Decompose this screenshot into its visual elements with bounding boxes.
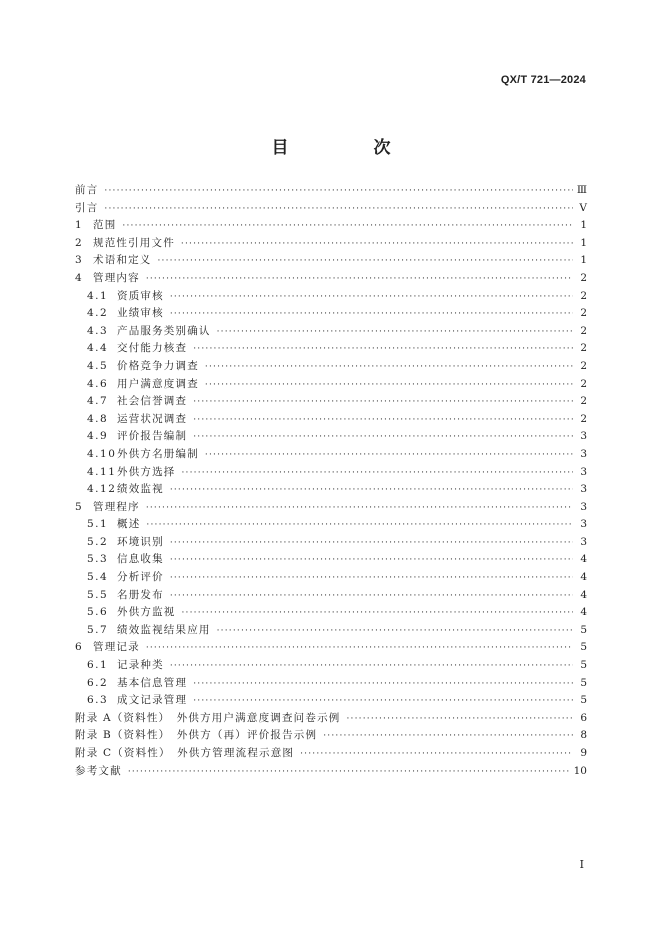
toc-entry-label: 外供方选择	[117, 465, 176, 478]
toc-dot-leader	[170, 591, 573, 601]
toc-entry-page: 1	[580, 254, 587, 267]
toc-dot-leader	[193, 679, 573, 689]
toc-entry[interactable]	[75, 270, 587, 288]
toc-entry-page: 10	[573, 764, 587, 777]
toc-entry[interactable]	[75, 622, 587, 640]
toc-dot-leader	[146, 503, 573, 513]
toc-entry-number: 4.4	[87, 342, 109, 355]
toc-entry[interactable]	[75, 499, 587, 517]
toc-dot-leader	[300, 749, 573, 759]
toc-entry-number: 4.8	[87, 412, 109, 425]
toc-entry-label: 管理内容	[93, 271, 140, 284]
toc-entry-label: 附录 B（资料性） 外供方（再）评价报告示例	[75, 729, 318, 742]
toc-entry-number: 2	[75, 236, 82, 249]
toc-entry[interactable]	[75, 639, 587, 657]
toc-entry-page: 1	[580, 236, 587, 249]
toc-entry[interactable]	[75, 235, 587, 253]
toc-entry[interactable]	[75, 587, 587, 605]
toc-entry-page: 1	[580, 219, 587, 232]
toc-entry-number: 5.2	[87, 535, 109, 548]
toc-dot-leader	[146, 520, 573, 530]
toc-entry-number: 5.3	[87, 553, 109, 566]
toc-entry-label: 绩效监视	[117, 483, 164, 496]
toc-dot-leader	[128, 767, 570, 777]
toc-entry-number: 4.10	[87, 447, 117, 460]
toc-dot-leader	[104, 204, 573, 214]
toc-entry-page: 3	[580, 465, 587, 478]
toc-entry-label: 交付能力核查	[117, 342, 188, 355]
toc-entry-label: 外供方监视	[117, 606, 176, 619]
toc-entry[interactable]	[75, 288, 587, 306]
toc-entry[interactable]	[75, 675, 587, 693]
toc-entry[interactable]	[75, 217, 587, 235]
toc-entry[interactable]	[75, 340, 587, 358]
toc-dot-leader	[205, 362, 573, 372]
toc-entry-label: 业绩审核	[117, 307, 164, 320]
toc-entry-label: 规范性引用文件	[93, 236, 175, 249]
toc-dot-leader	[217, 626, 573, 636]
toc-entry-number: 4.5	[87, 359, 109, 372]
toc-entry-number: 4.2	[87, 307, 109, 320]
toc-entry[interactable]	[75, 551, 587, 569]
toc-dot-leader	[146, 274, 573, 284]
toc-dot-leader	[170, 661, 573, 671]
toc-dot-leader	[170, 485, 573, 495]
toc-entry-number: 1	[75, 219, 82, 232]
page-number: Ⅰ	[579, 858, 584, 871]
toc-dot-leader	[205, 450, 573, 460]
toc-entry-label: 外供方名册编制	[117, 447, 199, 460]
toc-entry[interactable]	[75, 393, 587, 411]
toc-entry[interactable]	[75, 464, 587, 482]
toc-entry-page: 2	[580, 289, 587, 302]
toc-dot-leader	[170, 292, 573, 302]
toc-entry-label: 评价报告编制	[117, 430, 188, 443]
toc-entry-page: 8	[580, 729, 587, 742]
toc-entry-number: 4.11	[87, 465, 117, 478]
toc-entry-page: 3	[580, 500, 587, 513]
toc-entry-number: 4.6	[87, 377, 109, 390]
toc-dot-leader	[182, 468, 574, 478]
toc-entry[interactable]	[75, 252, 587, 270]
toc-entry-page: 5	[580, 659, 587, 672]
toc-entry-label: 绩效监视结果应用	[117, 623, 211, 636]
toc-entry-number: 5.1	[87, 518, 109, 531]
toc-dot-leader	[193, 415, 573, 425]
toc-entry-page: 6	[580, 711, 587, 724]
toc-entry-page: 2	[580, 307, 587, 320]
toc-entry[interactable]	[75, 692, 587, 710]
toc-entry-number: 6	[75, 641, 82, 654]
toc-entry-label: 范围	[93, 219, 117, 232]
toc-dot-leader	[193, 696, 573, 706]
toc-entry-label: 管理程序	[93, 500, 140, 513]
toc-entry[interactable]	[75, 358, 587, 376]
toc-entry-label: 管理记录	[93, 641, 140, 654]
toc-dot-leader	[170, 573, 573, 583]
toc-entry-number: 4.7	[87, 395, 109, 408]
toc-entry-page: 2	[580, 271, 587, 284]
toc-entry-page: Ⅴ	[579, 201, 587, 214]
toc-entry-label: 资质审核	[117, 289, 164, 302]
toc-entry[interactable]	[75, 516, 587, 534]
toc-entry[interactable]	[75, 411, 587, 429]
toc-entry-number: 6.3	[87, 694, 109, 707]
toc-entry-number: 4.1	[87, 289, 109, 302]
toc-entry-label: 引言	[75, 201, 99, 214]
toc-entry-number: 5	[75, 500, 82, 513]
toc-entry[interactable]	[75, 710, 587, 728]
toc-entry-label: 分析评价	[117, 571, 164, 584]
toc-entry[interactable]	[75, 745, 587, 763]
toc-entry[interactable]	[75, 604, 587, 622]
toc-entry[interactable]	[75, 428, 587, 446]
toc-entry-page: 2	[580, 359, 587, 372]
toc-dot-leader	[205, 380, 573, 390]
toc-entry-label: 运营状况调查	[117, 412, 188, 425]
toc-entry-label: 名册发布	[117, 588, 164, 601]
toc-entry-page: 9	[580, 747, 587, 759]
toc-entry-label: 概述	[117, 518, 141, 531]
toc-dot-leader	[170, 555, 573, 565]
toc-entry-label: 附录 A（资料性） 外供方用户满意度调查问卷示例	[75, 711, 341, 724]
toc-entry-label: 附录 C（资料性） 外供方管理流程示意图	[75, 747, 295, 759]
toc-entry[interactable]	[75, 763, 587, 781]
toc-entry-page: 4	[580, 588, 587, 601]
toc-entry-page: Ⅲ	[576, 184, 587, 196]
toc-entry-page: 4	[580, 606, 587, 619]
toc-dot-leader	[170, 538, 573, 548]
toc-entry-page: 5	[580, 641, 587, 654]
toc-entry-page: 4	[580, 571, 587, 584]
toc-entry[interactable]	[75, 200, 587, 218]
toc-dot-leader	[193, 397, 573, 407]
toc-entry-page: 5	[580, 694, 587, 707]
toc-entry[interactable]	[75, 305, 587, 323]
toc-dot-leader	[181, 239, 573, 249]
toc-entry[interactable]	[75, 481, 587, 499]
toc-entry-label: 基本信息管理	[117, 676, 188, 689]
toc-entry-page: 5	[580, 676, 587, 689]
toc-dot-leader	[323, 731, 573, 741]
toc-dot-leader	[104, 186, 572, 196]
toc-entry-number: 3	[75, 254, 82, 267]
toc-entry-page: 4	[580, 553, 587, 566]
toc-dot-leader	[170, 309, 573, 319]
toc-entry[interactable]	[75, 323, 587, 341]
standard-code: QX/T 721—2024	[500, 74, 586, 86]
toc-entry-number: 4.9	[87, 430, 109, 443]
toc-dot-leader	[217, 327, 573, 337]
toc-entry-label: 产品服务类别确认	[117, 324, 211, 337]
toc-entry-page: 2	[580, 342, 587, 355]
toc-entry-page: 3	[580, 535, 587, 548]
toc-dot-leader	[346, 714, 573, 724]
toc-dot-leader	[193, 432, 573, 442]
page-title: 目 次	[271, 138, 425, 158]
toc-entry-page: 2	[580, 377, 587, 390]
toc-entry-page: 3	[580, 483, 587, 496]
toc-entry-label: 社会信誉调查	[117, 395, 188, 408]
toc-dot-leader	[193, 344, 573, 354]
toc-entry-label: 前言	[75, 184, 99, 196]
toc-dot-leader	[122, 221, 573, 231]
toc-entry[interactable]	[75, 727, 587, 745]
toc-entry-number: 4	[75, 271, 82, 284]
toc-entry[interactable]	[75, 657, 587, 675]
toc-entry[interactable]	[75, 182, 587, 200]
toc-entry-label: 信息收集	[117, 553, 164, 566]
toc-entry-page: 3	[580, 447, 587, 460]
toc-entry[interactable]	[75, 534, 587, 552]
toc-entry-number: 5.7	[87, 623, 109, 636]
toc-entry-label: 记录种类	[117, 659, 164, 672]
table-of-contents	[75, 182, 587, 780]
toc-entry-number: 5.6	[87, 606, 109, 619]
toc-dot-leader	[182, 608, 574, 618]
toc-entry-label: 参考文献	[75, 764, 122, 777]
toc-entry-page: 2	[580, 412, 587, 425]
toc-entry[interactable]	[75, 446, 587, 464]
toc-entry-page: 3	[580, 430, 587, 443]
toc-entry-page: 2	[580, 324, 587, 337]
toc-entry-page: 3	[580, 518, 587, 531]
toc-entry-label: 价格竞争力调查	[117, 359, 199, 372]
toc-entry-label: 术语和定义	[93, 254, 152, 267]
toc-entry-label: 环境识别	[117, 535, 164, 548]
toc-entry-number: 6.1	[87, 659, 109, 672]
toc-entry-number: 5.5	[87, 588, 109, 601]
toc-entry-label: 用户满意度调查	[117, 377, 199, 390]
toc-entry-number: 5.4	[87, 571, 109, 584]
toc-entry-page: 5	[580, 623, 587, 636]
toc-dot-leader	[146, 643, 573, 653]
toc-entry[interactable]	[75, 376, 587, 394]
toc-entry[interactable]	[75, 569, 587, 587]
toc-entry-number: 4.12	[87, 483, 117, 496]
toc-entry-label: 成文记录管理	[117, 694, 188, 707]
toc-entry-number: 4.3	[87, 324, 109, 337]
toc-dot-leader	[158, 256, 574, 266]
toc-entry-number: 6.2	[87, 676, 109, 689]
toc-entry-page: 2	[580, 395, 587, 408]
